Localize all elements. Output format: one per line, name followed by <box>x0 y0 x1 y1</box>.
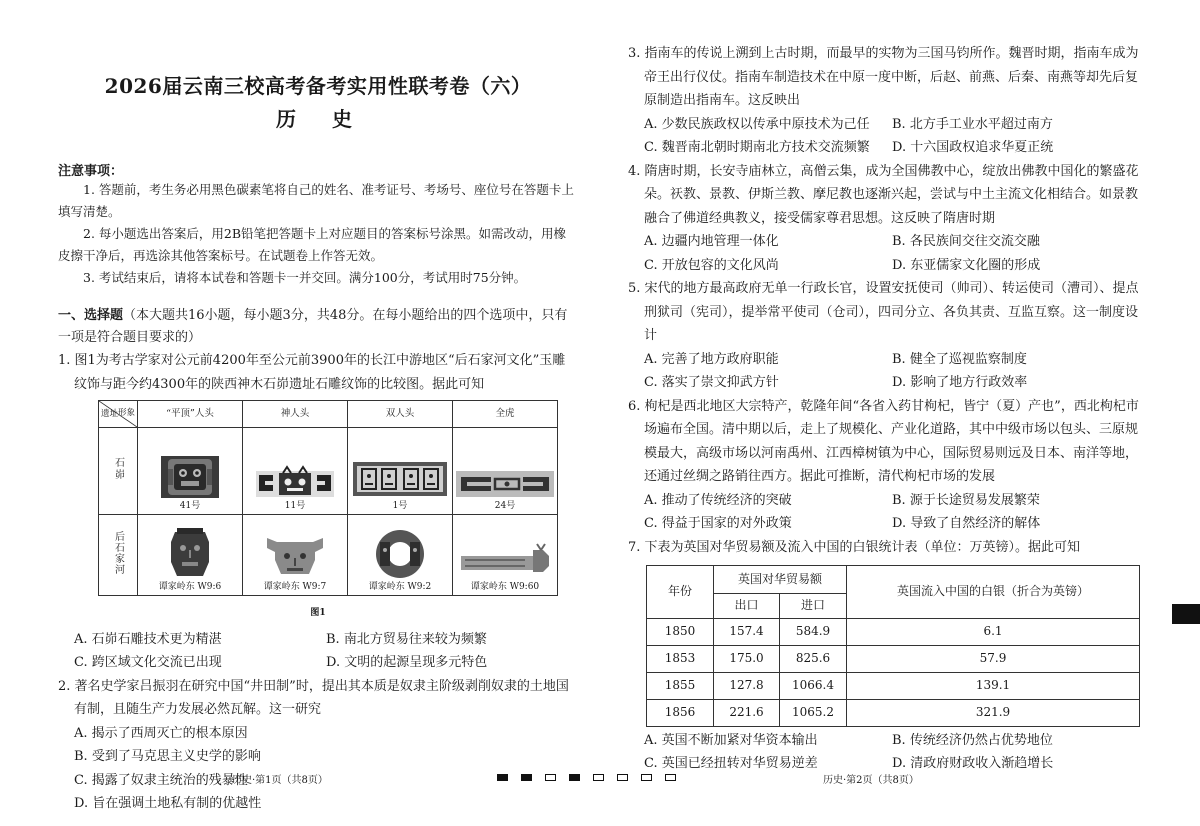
figure-caption-w9-60: 谭家岭东 W9:60 <box>470 582 540 592</box>
figure-1-caption: 图1 <box>310 608 326 618</box>
alignment-mark <box>665 774 676 781</box>
trade-table <box>646 565 1140 727</box>
left-column <box>58 0 578 816</box>
jade-face-image <box>167 526 213 580</box>
figure-caption-w9-2: 谭家岭东 W9:2 <box>368 582 432 592</box>
option-d: D. 导致了自然经济的解体 <box>892 516 1041 531</box>
year-cell: 1853 <box>647 645 714 672</box>
exam-subject: 历 史 <box>276 107 360 131</box>
corner-bottom-label: 遗址 <box>101 408 119 419</box>
option-a: A. 完善了地方政府职能 <box>644 351 779 367</box>
section-description: （本大题共16小题，每小题3分，共48分。在每小题给出的四个选项中，只有一项是符合题目要求的） <box>58 308 568 345</box>
alignment-mark <box>569 774 580 781</box>
right-column <box>628 42 1140 776</box>
question-6-options <box>628 489 1140 536</box>
silver-cell: 321.9 <box>847 699 1140 726</box>
alignment-mark <box>545 774 556 781</box>
question-1-options <box>58 628 578 675</box>
footer-page-left: 历史·第1页（共8页） <box>232 775 328 786</box>
notice-item-2: 2. 每小题选出答案后，用2B铅笔把答题卡上对应题目的答案标号涂黑。如需改动，用橡皮擦干净后，再选涂其他答案标号。在试题卷上作答无效。 <box>58 226 567 263</box>
figure-caption-w9-7: 谭家岭东 W9:7 <box>263 582 327 592</box>
year-header: 年份 <box>647 566 714 619</box>
option-c: C. 落实了崇文抑武方针 <box>644 375 779 390</box>
question-4-options <box>628 230 1140 277</box>
table-row <box>647 618 1140 645</box>
option-a: A. 少数民族政权以传承中原技术为己任 <box>644 116 870 132</box>
import-cell: 1066.4 <box>780 672 847 699</box>
jade-deity-image <box>263 532 327 580</box>
option-d: D. 十六国政权追求华夏正统 <box>892 140 1054 155</box>
table-row <box>647 645 1140 672</box>
year-cell: 1855 <box>647 672 714 699</box>
question-6-stem: 6. 枸杞是西北地区大宗特产，乾隆年间“各省入药甘枸杞，皆宁（夏）产也”，西北枸杞市场遍布全国。清中期以后，走上了规模化、产业化道路，其中中级市场以包头、三原规模最大，高级市场以河南禹州、江西樟树镇为中心，国际贸易则远及日本、南洋等地，还通过丝绸之路销往西方。据此可推断，清代枸杞市场的发展 <box>628 398 1139 484</box>
import-cell: 1065.2 <box>780 699 847 726</box>
exam-title: 2026届云南三校高考备考实用性联考卷（六） <box>104 74 532 98</box>
option-a: A. 边疆内地管理一体化 <box>644 234 779 249</box>
row-label-text: 石峁 <box>112 457 124 481</box>
section-heading <box>58 305 578 349</box>
table-row <box>647 699 1140 726</box>
question-5 <box>628 277 1140 395</box>
option-a: A. 石峁石雕技术更为精湛 <box>74 631 222 647</box>
jade-double-head-image <box>370 528 430 580</box>
figure-cell-houshijiahe-w9-60 <box>453 515 558 596</box>
alignment-mark <box>641 774 652 781</box>
figure-caption-1: 1号 <box>392 501 408 511</box>
year-cell: 1850 <box>647 618 714 645</box>
side-tab-marker <box>1172 604 1200 624</box>
import-cell: 584.9 <box>780 618 847 645</box>
figure-cell-shimao-11 <box>243 428 348 515</box>
question-7-stem: 7. 下表为英国对华贸易额及流入中国的白银统计表（单位：万英镑）。据此可知 <box>628 539 1081 555</box>
alignment-mark <box>593 774 604 781</box>
option-d: D. 影响了地方行政效率 <box>892 375 1028 390</box>
question-2-options <box>58 722 578 816</box>
figure-col-header-1: “平顶”人头 <box>138 401 243 428</box>
question-3-stem: 3. 指南车的传说上溯到上古时期，而最早的实物为三国马钧所作。魏晋时期，指南车成为帝王出行仪仗。指南车制造技术在中原一度中断，后赵、前燕、后秦、南燕等却先后复原制造出指南车。这反映出 <box>628 46 1139 108</box>
option-a: A. 揭示了西周灭亡的根本原因 <box>74 725 248 741</box>
question-2 <box>58 675 578 816</box>
figure-1-table <box>98 400 558 596</box>
corner-top-label: 形象 <box>117 408 135 418</box>
figure-corner-cell <box>99 401 138 428</box>
silver-cell: 6.1 <box>847 618 1140 645</box>
section-label: 一、选择题 <box>58 308 124 323</box>
option-b: B. 北方手工业水平超过南方 <box>892 116 1053 132</box>
export-cell: 157.4 <box>714 618 780 645</box>
question-3-options <box>628 113 1140 160</box>
figure-cell-houshijiahe-w9-6 <box>138 515 243 596</box>
question-7 <box>628 536 1140 776</box>
option-a: A. 推动了传统经济的突破 <box>644 492 792 508</box>
option-c: C. 得益于国家的对外政策 <box>644 516 792 531</box>
option-c: C. 开放包容的文化风尚 <box>644 257 779 273</box>
question-6 <box>628 395 1140 536</box>
alignment-mark <box>497 774 508 781</box>
figure-caption-41: 41号 <box>179 501 201 511</box>
question-4 <box>628 160 1140 278</box>
figure-row-label-1 <box>99 428 138 515</box>
option-d: D. 旨在强调土地私有制的优越性 <box>74 796 262 811</box>
stone-deity-carving-image <box>255 465 335 499</box>
option-b: B. 受到了马克思主义史学的影响 <box>74 749 261 764</box>
silver-cell: 57.9 <box>847 645 1140 672</box>
option-d: D. 东亚儒家文化圈的形成 <box>892 257 1041 273</box>
trade-header: 英国对华贸易额 <box>714 566 847 594</box>
stone-tiger-carving-image <box>455 469 555 499</box>
figure-caption-w9-6: 谭家岭东 W9:6 <box>158 582 222 592</box>
question-1 <box>58 349 578 675</box>
silver-cell: 139.1 <box>847 672 1140 699</box>
option-b: B. 源于长途贸易发展繁荣 <box>892 492 1040 508</box>
question-5-options <box>628 348 1140 395</box>
export-header: 出口 <box>714 594 780 619</box>
stone-face-carving-image <box>160 455 220 499</box>
option-c: C. 揭露了奴隶主统治的残暴性 <box>74 772 248 788</box>
option-c: C. 魏晋南北朝时期南北方技术交流频繁 <box>644 140 870 155</box>
option-d: D. 文明的起源呈现多元特色 <box>326 655 488 670</box>
figure-cell-shimao-24 <box>453 428 558 515</box>
notice-item-1: 1. 答题前，考生务必用黑色碳素笔将自己的姓名、准考证号、考场号、座位号在答题卡上填写清楚。 <box>58 182 574 219</box>
option-a: A. 英国不断加紧对华资本输出 <box>644 732 818 748</box>
option-c: C. 英国已经扭转对华贸易逆差 <box>644 756 818 771</box>
export-cell: 175.0 <box>714 645 780 672</box>
alignment-mark <box>617 774 628 781</box>
stone-double-head-carving-image <box>352 459 448 499</box>
table-row <box>647 672 1140 699</box>
figure-cell-houshijiahe-w9-2 <box>348 515 453 596</box>
option-b: B. 各民族间交往交流交融 <box>892 234 1040 249</box>
option-b: B. 健全了巡视监察制度 <box>892 351 1027 367</box>
export-cell: 127.8 <box>714 672 780 699</box>
notice-heading: 注意事项： <box>58 164 124 179</box>
option-c: C. 跨区域文化交流已出现 <box>74 655 222 670</box>
question-7-options <box>628 729 1140 776</box>
question-1-stem: 1. 图1为考古学家对公元前4200年至公元前3900年的长江中游地区“后石家河文化”玉雕纹饰与距今约4300年的陕西神木石峁遗址石雕纹饰的比较图。据此可知 <box>58 353 566 392</box>
alignment-mark <box>521 774 532 781</box>
question-5-stem: 5. 宋代的地方最高政府无单一行政长官，设置安抚使司（帅司）、转运使司（漕司）、提点刑狱司（宪司），提举常平使司（仓司），四司分立、各负其责、互监互察。这一制度设计 <box>628 281 1139 343</box>
figure-cell-shimao-1 <box>348 428 453 515</box>
import-cell: 825.6 <box>780 645 847 672</box>
option-d: D. 清政府财政收入渐趋增长 <box>892 756 1054 771</box>
figure-col-header-2: 神人头 <box>243 401 348 428</box>
option-b: B. 传统经济仍然占优势地位 <box>892 732 1053 748</box>
notice-item-3: 3. 考试结束后，请将本试卷和答题卡一并交回。满分100分，考试用时75分钟。 <box>83 270 527 285</box>
import-header: 进口 <box>780 594 847 619</box>
alignment-marks <box>497 774 676 781</box>
footer-page-right: 历史·第2页（共8页） <box>823 775 919 786</box>
figure-caption-24: 24号 <box>494 501 516 511</box>
figure-cell-shimao-41 <box>138 428 243 515</box>
figure-caption-11: 11号 <box>284 501 306 511</box>
figure-row-label-2 <box>99 515 138 596</box>
export-cell: 221.6 <box>714 699 780 726</box>
question-4-stem: 4. 隋唐时期，长安寺庙林立，高僧云集，成为全国佛教中心，绽放出佛教中国化的繁盛花朵。祆教、景教、伊斯兰教、摩尼教也逐渐兴起，尝试与中土主流文化相结合。如景教融合了佛道经典教义，接受儒家尊君思想。这反映了隋唐时期 <box>628 163 1139 226</box>
silver-header: 英国流入中国的白银（折合为英镑） <box>847 566 1140 619</box>
year-cell: 1856 <box>647 699 714 726</box>
option-b: B. 南北方贸易往来较为频繁 <box>326 631 487 647</box>
figure-col-header-3: 双人头 <box>348 401 453 428</box>
row-label-text: 后石家河 <box>112 531 124 575</box>
question-3 <box>628 42 1140 160</box>
figure-cell-houshijiahe-w9-7 <box>243 515 348 596</box>
question-2-stem: 2. 著名史学家吕振羽在研究中国“井田制”时，提出其本质是奴隶主阶级剥削奴隶的土地国有制，且随生产力发展必然瓦解。这一研究 <box>58 678 569 717</box>
figure-col-header-4: 全虎 <box>453 401 558 428</box>
jade-tiger-image <box>457 540 553 580</box>
